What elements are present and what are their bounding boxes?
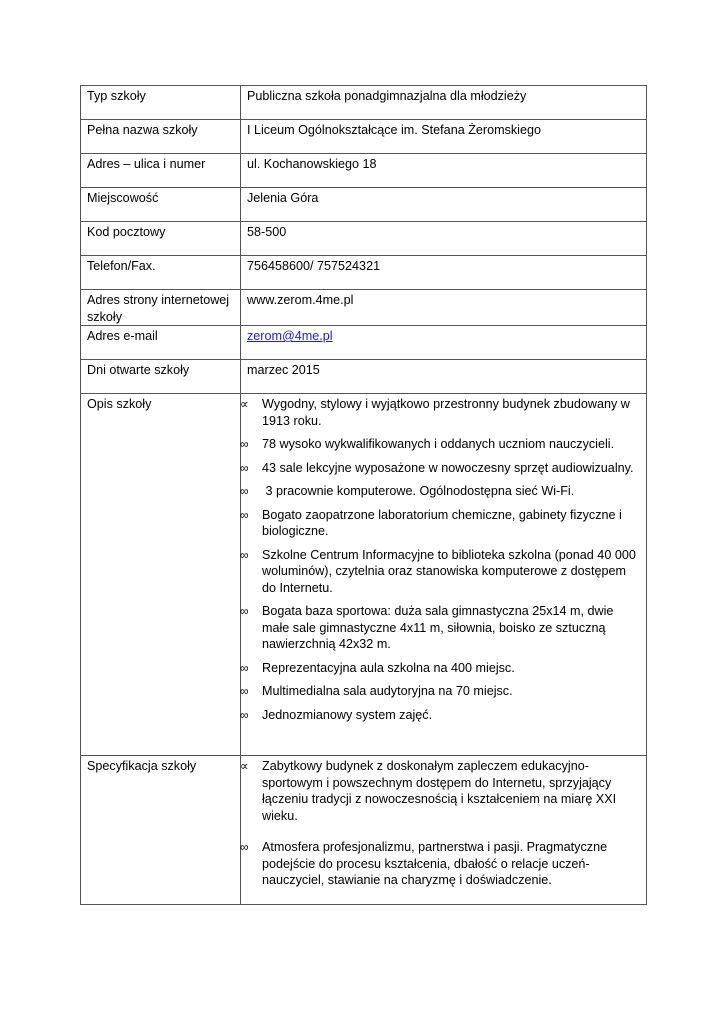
list-item — [240, 660, 640, 677]
label-strona-www: Adres strony internetowej szkoły — [81, 290, 241, 326]
list-item-text: 3 pracownie komputerowe. Ogólnodostępna sieć Wi-Fi. — [262, 484, 575, 498]
label-email: Adres e-mail — [81, 326, 241, 360]
infinity-bullet-icon: ∞ — [240, 604, 249, 618]
label-pelna-nazwa: Pełna nazwa szkoły — [81, 120, 241, 154]
table-row-kod-pocztowy — [81, 222, 647, 256]
list-item — [240, 707, 640, 724]
value-strona-www: www.zerom.4me.pl — [241, 290, 647, 326]
infinity-bullet-icon: ∞ — [240, 460, 249, 475]
label-adres-ulica: Adres – ulica i numer — [81, 154, 241, 188]
value-pelna-nazwa: I Liceum Ogólnokształcące im. Stefana Żeromskiego — [241, 120, 647, 154]
opis-list — [240, 396, 640, 723]
list-item-text: Atmosfera profesjonalizmu, partnerstwa i pasji. Pragmatyczne podejście do procesu kształcenia, dbałość o relacje uczeń-nauczyciel, stawianie na charyzmę i doświadczenie. — [262, 840, 608, 887]
list-item-text: 43 sale lekcyjne wyposażone w nowoczesny sprzęt audiowizualny. — [262, 460, 634, 475]
list-item — [240, 507, 640, 540]
table-row-opis-szkoly — [81, 394, 647, 756]
infinity-bullet-icon: ∞ — [240, 660, 249, 675]
value-typ-szkoly: Publiczna szkoła ponadgimnazjalna dla młodzieży — [241, 86, 647, 120]
value-kod-pocztowy: 58-500 — [241, 222, 647, 256]
value-telefon: 756458600/ 757524321 — [241, 256, 647, 290]
list-item-text: Wygodny, stylowy i wyjątkowo przestronny budynek zbudowany w 1913 roku. — [262, 397, 630, 428]
table-row-specyfikacja — [81, 756, 647, 905]
list-item — [240, 460, 640, 477]
list-item-text: Zabytkowy budynek z doskonałym zapleczem edukacyjno-sportowym i powszechnym dostępem do Internetu, sprzyjający łączeniu tradycji z nowoczesnością i kształceniem na miarę XXI wieku. — [262, 759, 617, 823]
value-dni-otwarte: marzec 2015 — [241, 360, 647, 394]
infinity-bullet-icon: ∞ — [240, 840, 249, 854]
infinity-bullet-icon: ∞ — [240, 547, 249, 562]
table-row-typ-szkoly — [81, 86, 647, 120]
list-item-text: Reprezentacyjna aula szkolna na 400 miejsc. — [262, 660, 515, 675]
label-dni-otwarte: Dni otwarte szkoły — [81, 360, 241, 394]
list-item-text: Multimedialna sala audytoryjna na 70 miejsc. — [262, 684, 513, 698]
list-item — [240, 839, 640, 889]
list-item — [240, 547, 640, 597]
table-row-miejscowosc — [81, 188, 647, 222]
specyfikacja-list — [240, 758, 640, 889]
value-specyfikacja — [241, 756, 647, 905]
proportional-bullet-icon: ∝ — [240, 397, 249, 411]
list-item-text: Szkolne Centrum Informacyjne to biblioteka szkolna (ponad 40 000 woluminów), czytelnia oraz stanowiska komputerowe z dostępem do Internetu. — [262, 547, 636, 595]
infinity-bullet-icon: ∞ — [240, 507, 249, 522]
label-specyfikacja: Specyfikacja szkoły — [81, 756, 241, 905]
value-miejscowosc: Jelenia Góra — [241, 188, 647, 222]
value-adres-ulica: ul. Kochanowskiego 18 — [241, 154, 647, 188]
list-item-text: Bogata baza sportowa: duża sala gimnastyczna 25x14 m, dwie małe sale gimnastyczne 4x11 m, siłownia, boisko ze sztuczną nawierzchnią 42x32 m. — [262, 604, 614, 651]
table-row-adres-ulica — [81, 154, 647, 188]
list-item — [240, 483, 640, 500]
label-typ-szkoly: Typ szkoły — [81, 86, 241, 120]
label-opis-szkoly: Opis szkoły — [81, 394, 241, 756]
list-item — [240, 603, 640, 653]
list-item — [240, 396, 640, 429]
table-row-telefon — [81, 256, 647, 290]
value-email-cell — [241, 326, 647, 360]
infinity-bullet-icon: ∞ — [240, 484, 249, 498]
list-item-text: 78 wysoko wykwalifikowanych i oddanych uczniom nauczycieli. — [262, 437, 615, 451]
infinity-bullet-icon: ∞ — [240, 707, 249, 722]
school-info-table — [80, 85, 647, 905]
infinity-bullet-icon: ∞ — [240, 684, 249, 698]
label-telefon: Telefon/Fax. — [81, 256, 241, 290]
proportional-bullet-icon: ∝ — [240, 759, 249, 773]
table-row-dni-otwarte — [81, 360, 647, 394]
table-row-email — [81, 326, 647, 360]
table-row-pelna-nazwa — [81, 120, 647, 154]
list-item-text: Bogato zaopatrzone laboratorium chemiczne, gabinety fizyczne i biologiczne. — [262, 507, 622, 538]
list-item — [240, 758, 640, 824]
list-item — [240, 683, 640, 700]
label-miejscowosc: Miejscowość — [81, 188, 241, 222]
value-opis-szkoly — [241, 394, 647, 756]
email-link[interactable]: zerom@4me.pl — [247, 329, 333, 343]
list-item-text: Jednozmianowy system zajęć. — [262, 707, 433, 722]
infinity-bullet-icon: ∞ — [240, 437, 249, 451]
table-row-strona-www — [81, 290, 647, 326]
list-item — [240, 436, 640, 453]
label-kod-pocztowy: Kod pocztowy — [81, 222, 241, 256]
